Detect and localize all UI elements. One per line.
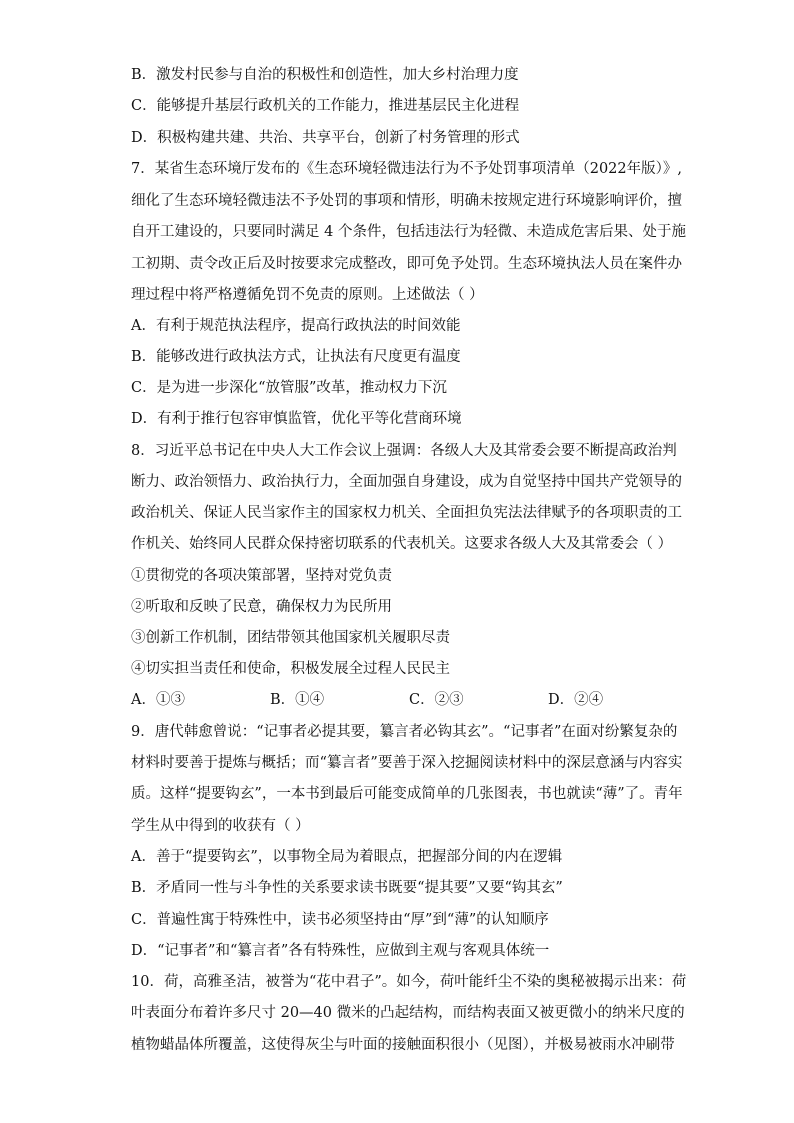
option-c: C．普遍性寓于特殊性中，读书必须坚持由“厚”到“薄”的认知顺序 <box>131 912 549 928</box>
statement-3: ③创新工作机制，团结带领其他国家机关履职尽责 <box>131 630 450 646</box>
text-line: 植物蜡晶体所覆盖，这使得灰尘与叶面的接触面积很小（见图），并极易被雨水冲刷带 <box>131 1037 675 1053</box>
text-line: D．积极构建共建、共治、共享平台，创新了村务管理的形式 <box>131 130 520 146</box>
option-a: A．①③ <box>131 692 185 708</box>
option-c: C．②③ <box>409 692 464 708</box>
question-8-stem: 8．习近平总书记在中央人大工作会议上强调：各级人大及其常委会要不断提高政治判 <box>131 443 677 459</box>
option-b: B．矛盾同一性与斗争性的关系要求读书既要“提其要”又要“钩其玄” <box>131 880 563 896</box>
option-b: B．能够改进行政执法方式，让执法有尺度更有温度 <box>131 349 461 365</box>
text-line: B．激发村民参与自治的积极性和创造性，加大乡村治理力度 <box>131 67 519 83</box>
option-b: B．①④ <box>270 692 325 708</box>
option-c: C．是为进一步深化“放管服”改革，推动权力下沉 <box>131 380 447 396</box>
text-line: 理过程中将严格遵循免罚不免责的原则。上述做法（ ） <box>131 287 484 303</box>
statement-2: ②听取和反映了民意，确保权力为民所用 <box>131 599 392 615</box>
text-line: C．能够提升基层行政机关的工作能力，推进基层民主化进程 <box>131 98 520 114</box>
statement-1: ①贯彻党的各项决策部署，坚持对党负责 <box>131 568 392 584</box>
statement-4: ④切实担当责任和使命，积极发展全过程人民民主 <box>131 661 450 677</box>
text-line: 政治机关、保证人民当家作主的国家权力机关、全面担负宪法法律赋予的各项职责的工 <box>131 505 682 521</box>
question-9-stem: 9．唐代韩愈曾说：“记事者必提其要，纂言者必钩其玄”。“记事者”在面对纷繁复杂的 <box>131 724 678 740</box>
text-line: 细化了生态环境轻微违法不予处罚的事项和情形，明确未按规定进行环境影响评价，擅 <box>131 193 682 209</box>
text-line: 作机关、始终同人民群众保持密切联系的代表机关。这要求各级人大及其常委会（ ） <box>131 536 673 552</box>
option-a: A．善于“提要钩玄”，以事物全局为着眼点，把握部分间的内在逻辑 <box>131 849 563 865</box>
option-a: A．有利于规范执法程序，提高行政执法的时间效能 <box>131 318 461 334</box>
text-line: 工初期、责令改正后及时按要求完成整改，即可免予处罚。生态环境执法人员在案件办 <box>131 256 682 272</box>
question-8-options <box>131 686 651 714</box>
question-10-stem: 10．荷，高雅圣洁，被誉为“花中君子”。如今，荷叶能纤尘不染的奥秘被揭示出来：荷 <box>131 974 687 990</box>
text-line: 叶表面分布着许多尺寸 20—40 微米的凸起结构，而结构表面又被更微小的纳米尺度的 <box>131 1005 685 1021</box>
option-d: D．②④ <box>548 692 604 708</box>
text-line: 学生从中得到的收获有（ ） <box>131 818 310 834</box>
question-7-stem: 7．某省生态环境厅发布的《生态环境轻微违法行为不予处罚事项清单（2022年版）》, <box>131 161 682 177</box>
text-line: 自开工建设的，只要同时满足 4 个条件，包括违法行为轻微、未造成危害后果、处于施 <box>131 224 686 240</box>
text-line: 材料时要善于提炼与概括；而“纂言者”要善于深入挖掘阅读材料中的深层意涵与内容实 <box>131 755 683 771</box>
text-line: 断力、政治领悟力、政治执行力，全面加强自身建设，成为自觉坚持中国共产党领导的 <box>131 474 682 490</box>
option-d: D．有利于推行包容审慎监管，优化平等化营商环境 <box>131 411 462 427</box>
text-line: 质。这样“提要钩玄”，一本书到最后可能变成简单的几张图表，书也就读“薄”了。青年 <box>131 786 683 802</box>
option-d: D．“记事者”和“纂言者”各有特殊性，应做到主观与客观具体统一 <box>131 943 550 959</box>
